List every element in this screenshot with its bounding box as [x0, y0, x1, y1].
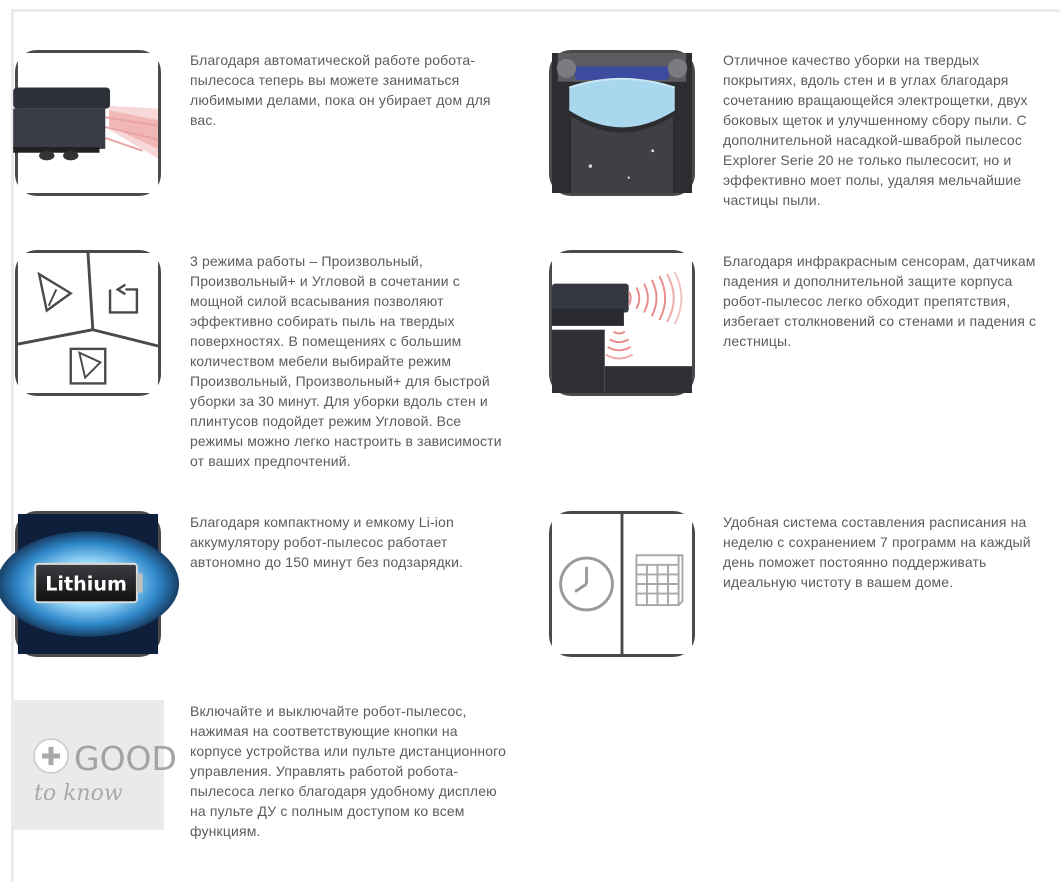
- lithium-battery-icon: [15, 511, 161, 657]
- schedule-clock-calendar-icon: [549, 511, 695, 657]
- battery-label: Lithium: [45, 572, 127, 596]
- robot-laser-icon: [15, 50, 161, 196]
- good-label: GOOD: [74, 739, 177, 778]
- feature-sensors-text: Благодаря инфракрасным сенсорам, датчикам падения и дополнительной защите корпуса робот-пылесос легко обходит препятствия, избегает столкновений со стенами и падения с лестницы.: [723, 253, 1037, 349]
- cleaning-modes-icon: [15, 250, 161, 396]
- mop-attachment-icon: [549, 50, 695, 196]
- feature-modes-text: 3 режима работы – Произвольный, Произвольный+ и Угловой в сочетании с мощной силой всасывания позволяют эффективно собирать пыль на твердых поверхностях. В помещениях с большим количеством мебели выбирайте режим Произвольный, Произвольный+ для быстрой уборки за 30 минут. Для уборки вдоль стен и плинтусов подойдет режим Угловой. Все режимы можно легко настроить в зависимости от ваших предпочтений.: [190, 253, 502, 469]
- feature-automatic-text: Благодаря автоматической работе робота- пылесоса теперь вы можете заниматься любимыми делами, пока он убирает дом для вас.: [190, 52, 491, 128]
- to-know-label: to know: [34, 781, 123, 806]
- feature-cleaning-quality-text: Отличное качество уборки на твердых покрытиях, вдоль стен и в углах благодаря сочетанию вращающейся электрощетки, двух боковых щеток и улучшенному сбору пыли. С дополнительной насадкой-шваброй пылесос Explorer Serie 20 не только пылесосит, но и эффективно моет полы, удаляя мельчайшие частицы пыли.: [723, 52, 1028, 208]
- good-to-know-icon: [14, 700, 177, 830]
- feature-battery-text: Благодаря компактному и емкому Li-ion аккумулятору робот-пылесос работает автономно до 150 минут без подзарядки.: [190, 514, 464, 570]
- feature-controls-text: Включайте и выключайте робот-пылесос, нажимая на соответствующие кнопки на корпусе устройства или пульте дистанционного управления. Управлять работой робота- пылесоса легко благодаря удобному дисплею на пульте ДУ с полным доступом ко всем функциям.: [190, 703, 507, 839]
- infrared-sensor-icon: [549, 250, 695, 396]
- feature-schedule-text: Удобная система составления расписания на неделю с сохранением 7 программ на каждый день поможет постоянно поддерживать идеальную чистоту в вашем доме.: [723, 514, 1031, 590]
- frame-top-border: [11, 9, 1060, 12]
